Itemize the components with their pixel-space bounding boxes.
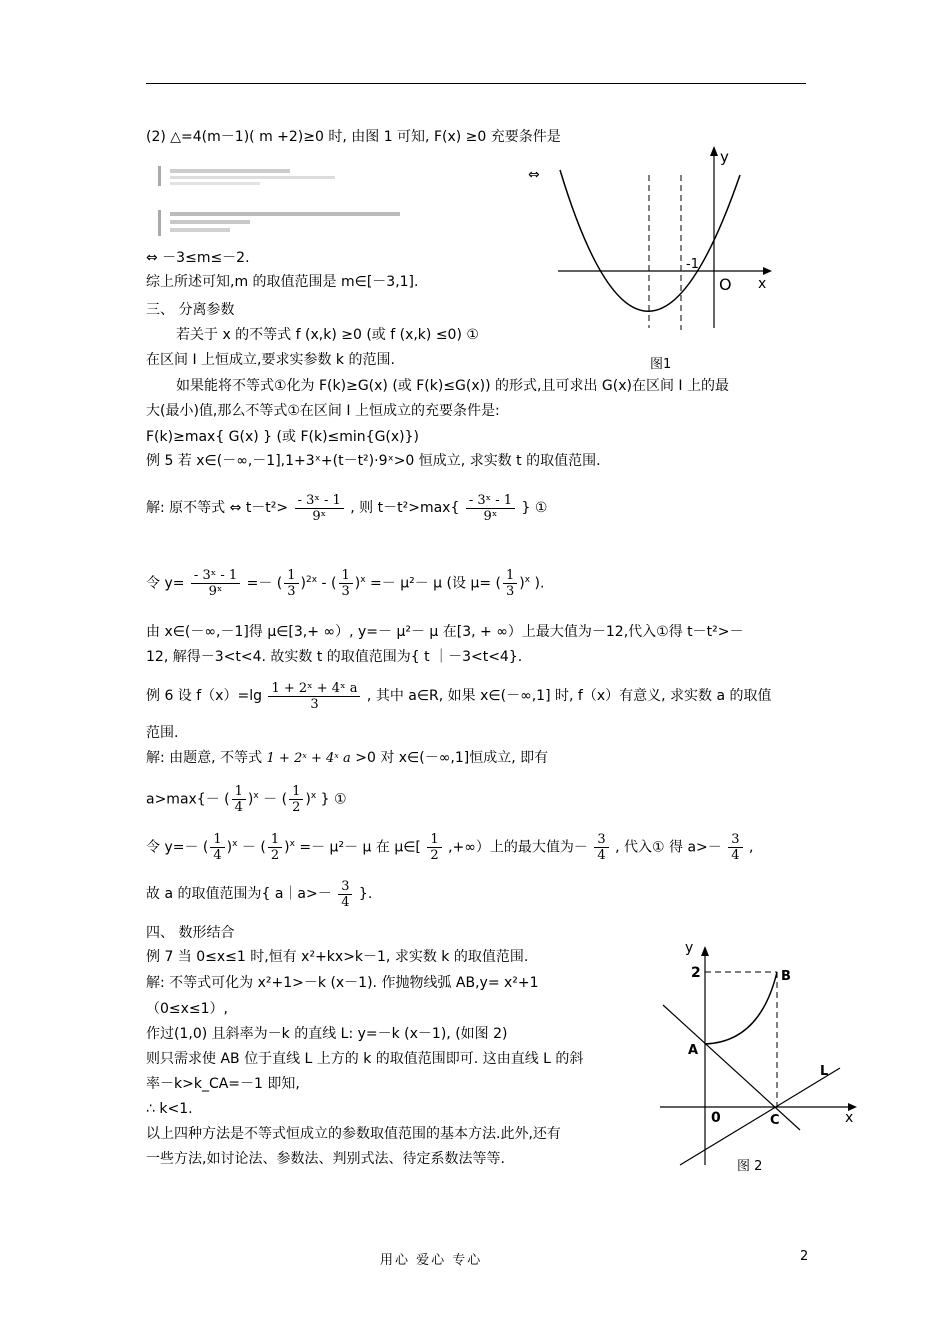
text: , 则 t－t²>max{ xyxy=(350,500,460,516)
text: 故 a 的取值范围为{ a｜a>－ xyxy=(146,886,332,902)
text: } ① xyxy=(320,791,347,808)
text: }. xyxy=(358,886,373,902)
text: , 代入① 得 a>－ xyxy=(615,839,722,856)
text: － xyxy=(241,839,256,856)
tick-label: -1 xyxy=(686,257,699,272)
fraction: $\frac{3}{4}$ xyxy=(338,879,352,910)
text: =－ xyxy=(246,575,273,592)
equiv-symbol: ⇔ xyxy=(229,500,242,516)
figure-caption: 图 2 xyxy=(737,1159,763,1174)
fraction: $\frac{1}{3}$ xyxy=(503,568,517,599)
text: =－ μ²－ μ 在 μ∈[ xyxy=(299,839,421,856)
y-label: y xyxy=(685,940,694,956)
fraction: $\frac{1}{3}$ xyxy=(339,568,353,599)
text-line: F(k)≥max{ G(x) } (或 F(k)≤min{G(x)}) xyxy=(146,429,419,445)
section-heading: 四、 数形结合 xyxy=(146,925,235,941)
text-line xyxy=(146,874,372,914)
fraction: $\frac{1}{2}$ xyxy=(427,832,441,863)
text: >0 对 x∈(－∞,1]恒成立, 即有 xyxy=(355,750,549,766)
header-rule xyxy=(146,83,806,84)
line-l xyxy=(680,1068,840,1165)
text: 令 y= xyxy=(146,575,185,592)
y-arrow-icon xyxy=(710,146,718,156)
text-line: 例 7 当 0≤x≤1 时,恒有 x²+kx>k－1, 求实数 k 的取值范围. xyxy=(146,949,529,965)
text-line: 令 y= $\frac{\text{- 3ˣ - 1}}{\text{9ˣ}}$ =－ ( $\frac{1}{3}$ )$^{2x}$ - ( $\frac{1}{3}$ )$^x$ =－ μ²－ μ (设 μ= ( $\frac{1}{3}$ )$^x$ ). xyxy=(146,568,545,600)
fraction: $\frac{1}{4}$ xyxy=(232,784,246,815)
text-line: 如果能将不等式①化为 F(k)≥G(x) (或 F(k)≤G(x)) 的形式,且可求出 G(x)在区间 I 上的最 xyxy=(176,378,730,394)
section-heading: 三、 分离参数 xyxy=(146,302,235,318)
text-line xyxy=(146,748,548,769)
text-line: 大(最小)值,那么不等式①在区间 I 上恒成立的充要条件是: xyxy=(146,403,500,419)
text: =－ μ²－ μ (设 μ= xyxy=(370,575,492,592)
fraction: $\frac{\text{- 3ˣ - 1}}{\text{9ˣ}}$ xyxy=(466,493,515,524)
text: t－t²> xyxy=(245,500,289,516)
text: } ① xyxy=(521,500,548,516)
origin-label: O xyxy=(719,275,732,294)
text: a>max{－ xyxy=(146,791,220,808)
text: 解: 原不等式 xyxy=(146,500,226,516)
text-line: 以上四种方法是不等式恒成立的参数取值范围的基本方法.此外,还有 xyxy=(146,1126,561,1142)
text: ). xyxy=(534,575,545,592)
text: 解: 由题意, 不等式 xyxy=(146,750,263,766)
text-line: 则只需求使 AB 位于直线 L 上方的 k 的取值范围即可. 这由直线 L 的斜 xyxy=(146,1051,584,1067)
text: － xyxy=(263,791,278,808)
text-line: 令 y=－ ( $\frac{1}{4}$ )$^x$ － ( $\frac{1}{2}$ )$^x$ =－ μ²－ μ 在 μ∈[ $\frac{1}{2}$ ,+∞）上的最大值为－ $\frac{3}{4}$ , 代入① 得 a>－ $\frac{3}{4}$ , xyxy=(146,832,754,864)
text-line xyxy=(146,676,772,716)
fraction: $\frac{1}{4}$ xyxy=(210,832,224,863)
arc-ab xyxy=(705,972,777,1044)
text: , 其中 a∈R, 如果 x∈(－∞,1] 时, f（x）有意义, 求实数 a 的取值 xyxy=(366,688,772,704)
page-number: 2 xyxy=(800,1249,809,1264)
equiv-symbol: ⇔ xyxy=(528,167,540,183)
text-line: (2) △=4(m－1)( m +2)≥0 时, 由图 1 可知, F(x) ≥0 充要条件是 xyxy=(146,129,561,145)
text-line: a>max{－ ( $\frac{1}{4}$ )$^x$ － ( $\frac{1}{2}$ )$^x$ } ① xyxy=(146,784,347,816)
text-line: 范围. xyxy=(146,725,179,741)
text: ,+∞）上的最大值为－ xyxy=(448,839,588,856)
point-c-label: C xyxy=(770,1113,780,1128)
text-line: 解: 不等式可化为 x²+1>－k (x－1). 作抛物线弧 AB,y= x²+1 xyxy=(146,975,539,991)
point-b-label: B xyxy=(781,969,791,984)
text-line: 例 5 若 x∈(－∞,－1],1+3ˣ+(t－t²)·9ˣ>0 恒成立, 求实数 t 的取值范围. xyxy=(146,453,601,469)
text-line: 由 x∈(－∞,－1]得 μ∈[3,+ ∞）, y=－ μ²－ μ 在[3, + ∞）上最大值为－12,代入①得 t－t²>－ xyxy=(146,624,744,640)
fraction: $\frac{1}{3}$ xyxy=(284,568,298,599)
text-line: ∴ k<1. xyxy=(146,1101,193,1117)
page-footer: 用心 爱心 专心 xyxy=(380,1253,483,1268)
tick-label: 2 xyxy=(691,965,701,981)
y-arrow-icon xyxy=(701,946,709,956)
fraction: $\frac{\text{1 + 2ˣ + 4ˣ a}}{3}$ xyxy=(268,681,360,712)
line-l-label: L xyxy=(820,1064,829,1079)
text-line xyxy=(146,488,547,528)
text-line: 作过(1,0) 且斜率为－k 的直线 L: y=－k (x－1), (如图 2) xyxy=(146,1026,508,1042)
line-ca xyxy=(663,1005,800,1130)
figure-caption: 图1 xyxy=(650,357,672,372)
text-line: 综上所述可知,m 的取值范围是 m∈[－3,1]. xyxy=(146,274,419,290)
fraction: $\frac{\text{- 3ˣ - 1}}{\text{9ˣ}}$ xyxy=(191,568,240,599)
fraction: $\frac{1}{2}$ xyxy=(268,832,282,863)
origin-label: 0 xyxy=(711,1110,721,1126)
y-label: y xyxy=(720,148,729,166)
x-arrow-icon xyxy=(763,267,772,275)
figure-1-parabola xyxy=(550,140,780,375)
fraction: $\frac{1}{2}$ xyxy=(289,784,303,815)
text: 例 6 设 f（x）=lg xyxy=(146,688,262,704)
blurred-formula-image xyxy=(158,208,408,238)
blurred-formula-image xyxy=(158,163,348,189)
inline-formula: 1 + 2ˣ + 4ˣ a xyxy=(266,751,351,766)
text-line: 一些方法,如讨论法、参数法、判别式法、待定系数法等等. xyxy=(146,1151,505,1167)
text-line: （0≤x≤1）, xyxy=(146,1001,229,1017)
text-line: 若关于 x 的不等式 f (x,k) ≥0 (或 f (x,k) ≤0) ① xyxy=(176,327,479,343)
text-line: 在区间 I 上恒成立,要求实参数 k 的范围. xyxy=(146,352,395,368)
fraction: $\frac{3}{4}$ xyxy=(728,832,742,863)
text: , xyxy=(748,839,754,856)
figure-2-arc-and-line xyxy=(655,940,865,1180)
x-label: x xyxy=(845,1110,854,1126)
text-line: ⇔ －3≤m≤－2. xyxy=(146,250,250,266)
fraction: $\frac{\text{- 3ˣ - 1}}{\text{9ˣ}}$ xyxy=(295,493,344,524)
fraction: $\frac{3}{4}$ xyxy=(594,832,608,863)
x-label: x xyxy=(758,276,767,292)
parabola-curve xyxy=(560,170,740,311)
point-a-label: A xyxy=(688,1043,699,1058)
text-line: 12, 解得－3<t<4. 故实数 t 的取值范围为{ t ｜－3<t<4}. xyxy=(146,649,523,665)
text-line: 率－k>k_CA=－1 即知, xyxy=(146,1076,300,1092)
text: 令 y=－ xyxy=(146,839,199,856)
